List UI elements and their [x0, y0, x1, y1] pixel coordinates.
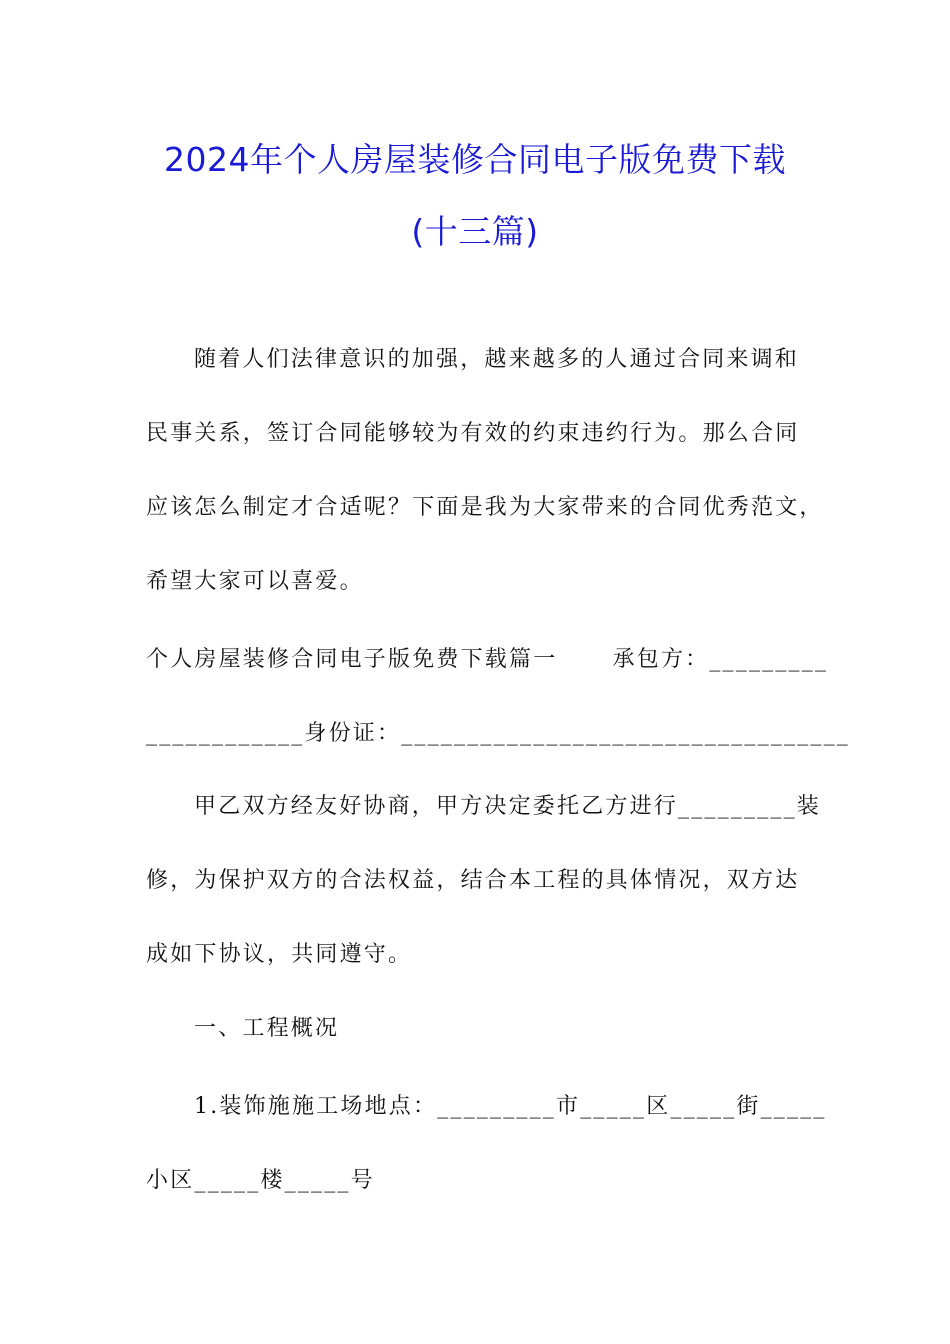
- clause-item: 1.装饰施施工场地点：_________市_____区_____街_____: [194, 1094, 827, 1119]
- clause-item: 小区_____楼_____号: [146, 1168, 375, 1193]
- paragraph-line: 修，为保护双方的合法权益，结合本工程的具体情况，双方达: [146, 868, 800, 893]
- paragraph-line: 甲乙双方经友好协商，甲方决定委托乙方进行_________装: [194, 794, 822, 819]
- section-heading-line: 个人房屋装修合同电子版免费下载篇一 承包方：_________: [146, 647, 829, 672]
- paragraph-line: 民事关系，签订合同能够较为有效的约束违约行为。那么合同: [146, 421, 800, 446]
- paragraph-line: 应该怎么制定才合适呢？下面是我为大家带来的合同优秀范文，: [146, 495, 824, 520]
- paragraph-line: 成如下协议，共同遵守。: [146, 942, 413, 967]
- document-subtitle: (十三篇): [411, 212, 539, 251]
- document-title: 2024年个人房屋装修合同电子版免费下载: [164, 140, 786, 179]
- clause-heading: 一、工程概况: [194, 1016, 340, 1041]
- paragraph-line: ____________身份证：__________________________________: [146, 721, 851, 746]
- paragraph-line: 希望大家可以喜爱。: [146, 569, 364, 594]
- paragraph-line: 随着人们法律意识的加强，越来越多的人通过合同来调和: [194, 347, 800, 372]
